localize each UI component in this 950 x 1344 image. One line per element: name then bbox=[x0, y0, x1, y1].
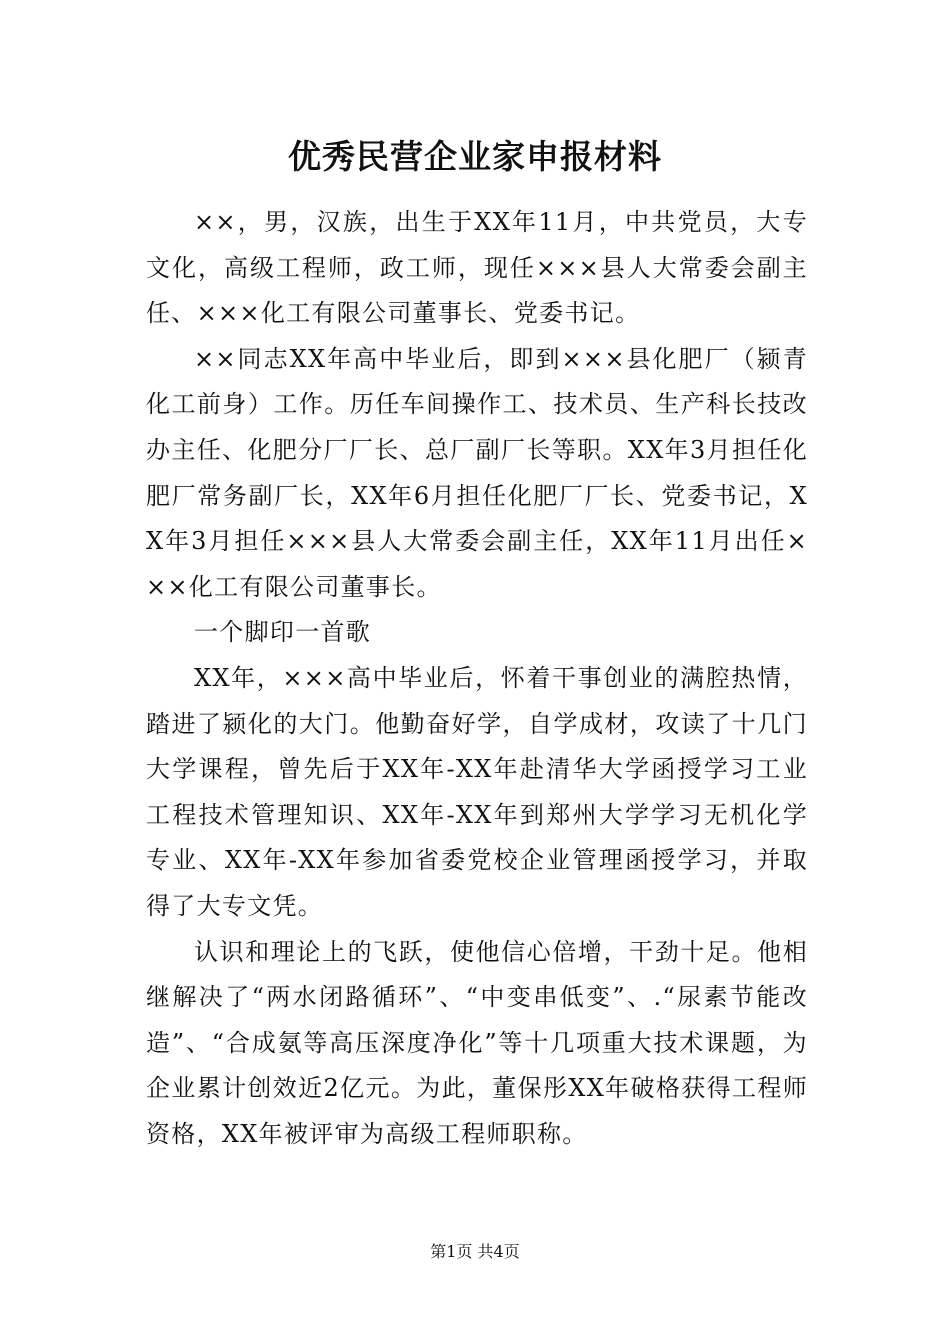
paragraph-career: ××同志XX年高中毕业后，即到×××县化肥厂（颍青化工前身）工作。历任车间操作工、技术员、生产科长技改办主任、化肥分厂厂长、总厂副厂长等职。XX年3月担任化肥厂常务副厂长，XX年6月担任化肥厂厂长、党委书记，XX年3月担任×××县人大常委会副主任，XX年11月出任×××化工有限公司董事长。 bbox=[146, 344, 808, 601]
paragraph-achievements: 认识和理论上的飞跃，使他信心倍增，干劲十足。他相继解决了“两水闭路循环”、“中变串低变”、.“尿素节能改造”、“合成氨等高压深度净化”等十几项重大技术课题，为企业累计创效近2亿元。为此，董保彤XX年破格获得工程师资格，XX年被评审为高级工程师职称。 bbox=[146, 937, 808, 1148]
paragraph-intro: ××，男，汉族，出生于XX年11月，中共党员，大专文化，高级工程师，政工师，现任×××县人大常委会副主任、×××化工有限公司董事长、党委书记。 bbox=[146, 208, 808, 328]
section-heading: 一个脚印一首歌 bbox=[194, 618, 372, 647]
document-title: 优秀民营企业家申报材料 bbox=[288, 137, 662, 176]
paragraph-education: XX年，×××高中毕业后，怀着干事创业的满腔热情，踏进了颍化的大门。他勤奋好学，自学成材，攻读了十几门大学课程，曾先后于XX年-XX年赴清华大学函授学习工业工程技术管理知识、XX年-XX年到郑州大学学习无机化学专业、XX年-XX年参加省委党校企业管理函授学习，并取得了大专文凭。 bbox=[146, 663, 808, 920]
document-body bbox=[146, 200, 808, 1157]
page-footer: 第1页 共4页 bbox=[430, 1242, 520, 1261]
